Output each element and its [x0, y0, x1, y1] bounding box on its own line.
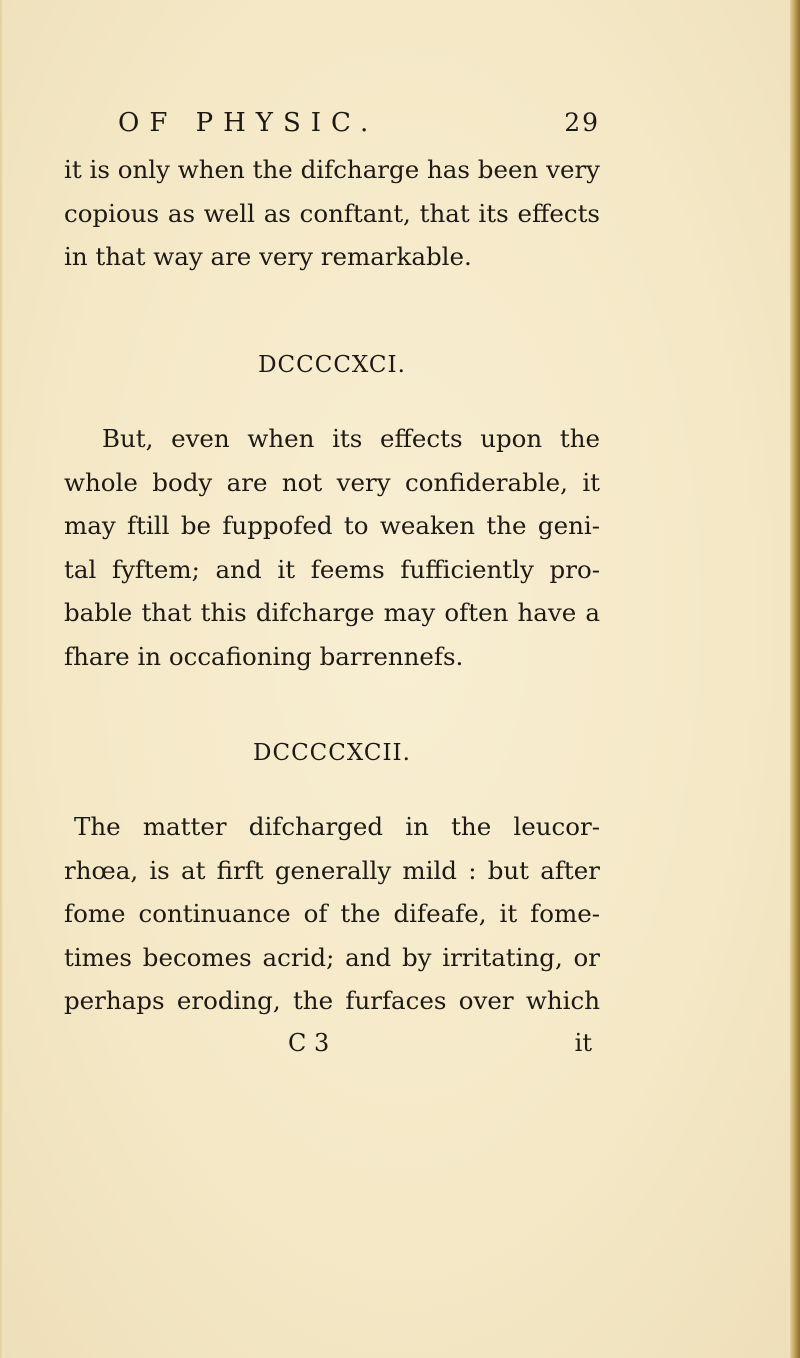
- catch-line: [64, 1025, 600, 1061]
- text-line: bable that this difcharge may often have a: [64, 598, 600, 627]
- running-head: [64, 103, 600, 143]
- running-head-title: OF PHYSIC.: [118, 108, 379, 138]
- page-left-edge: [0, 0, 4, 1358]
- signature-mark: C 3: [288, 1029, 330, 1057]
- page-number: 29: [564, 108, 600, 137]
- paragraph-2: [64, 417, 600, 678]
- text-line: whole body are not very confiderable, it: [64, 467, 600, 497]
- text-line: may ftill be fuppofed to weaken the geni-: [64, 511, 600, 540]
- paragraph-1: [64, 148, 600, 279]
- text-line: The matter difcharged in the leucor-: [74, 812, 600, 841]
- text-line: fome continuance of the difeafe, it fome-: [64, 899, 600, 928]
- text-line: copious as well as conftant, that its effects: [64, 198, 600, 228]
- text-line: But, even when its effects upon the: [102, 424, 600, 453]
- paragraph-3: [64, 805, 600, 1023]
- text-line: fhare in occafioning barrennefs.: [64, 641, 464, 671]
- text-line: it is only when the difcharge has been very: [64, 155, 600, 184]
- text-line: rhœa, is at firft generally mild : but after: [64, 855, 600, 885]
- text-line: in that way are very remarkable.: [64, 242, 472, 271]
- text-line: times becomes acrid; and by irritating, or: [64, 942, 600, 972]
- catchword: it: [574, 1029, 592, 1057]
- page-right-edge: [790, 0, 800, 1358]
- text-line: perhaps eroding, the furfaces over which: [64, 986, 600, 1015]
- section-heading-dcccc-xci: DCCCCXCI.: [258, 352, 406, 378]
- text-line: tal fyftem; and it feems fufficiently pro-: [64, 554, 600, 584]
- section-heading-dcccc-xcii: DCCCCXCII.: [253, 740, 411, 766]
